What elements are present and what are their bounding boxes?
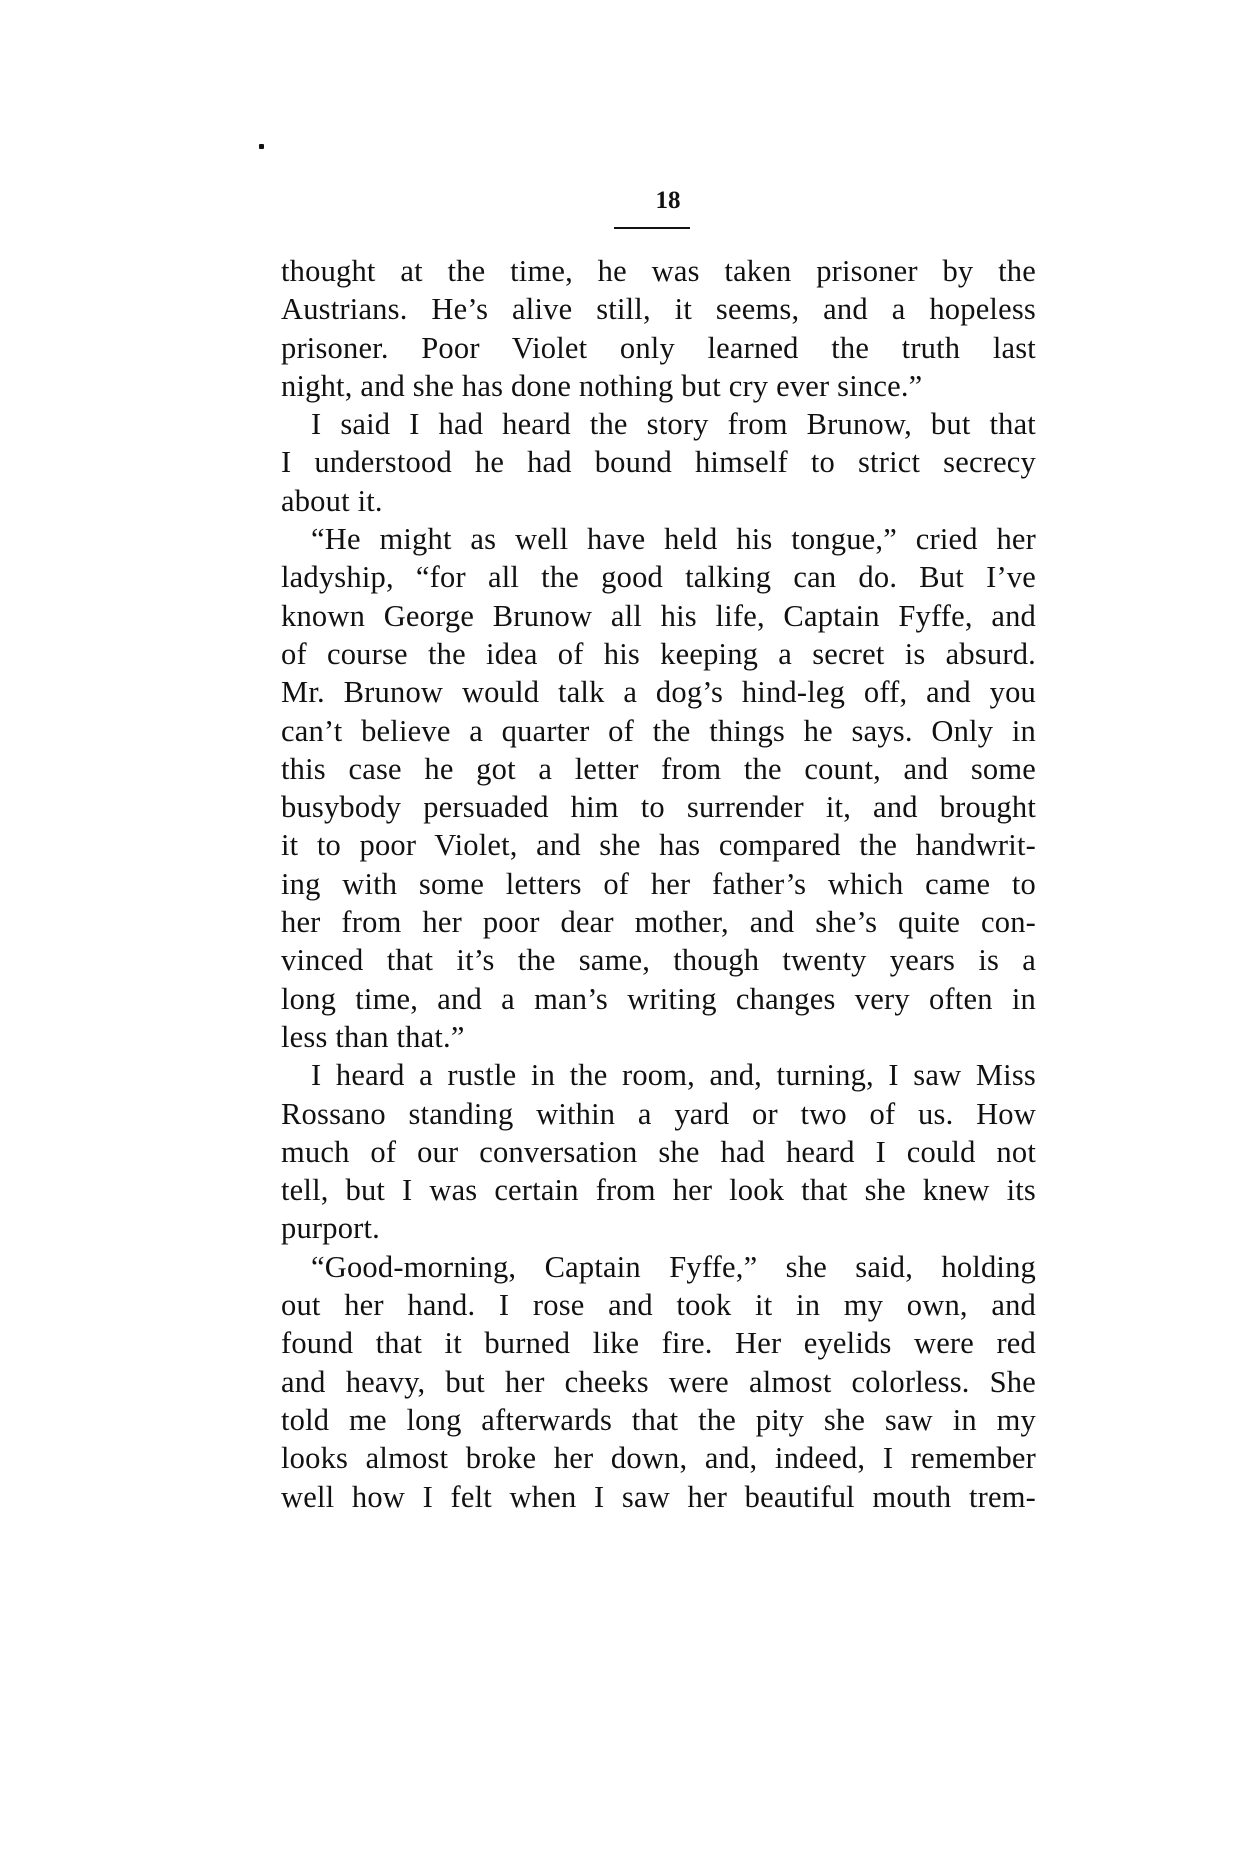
paragraph (281, 520, 1036, 1056)
text-line: less than that.” (281, 1019, 465, 1054)
text-line: I understood he had bound himself to strict secrecy (281, 445, 1036, 480)
text-line: night, and she has done nothing but cry ever since.” (281, 368, 923, 403)
text-line: known George Brunow all his life, Captain Fyffe, and (281, 598, 1036, 633)
text-line: Rossano standing within a yard or two of us. How (281, 1096, 1036, 1131)
text-line: ing with some letters of her father’s which came to (281, 866, 1036, 901)
text-line: much of our conversation she had heard I could not (281, 1134, 1036, 1169)
text-line: tell, but I was certain from her look that she knew its (281, 1173, 1036, 1208)
text-line: purport. (281, 1211, 381, 1246)
text-line: told me long afterwards that the pity she saw in my (281, 1402, 1036, 1437)
text-line: found that it burned like fire. Her eyelids were red (281, 1326, 1036, 1361)
text-line: ladyship, “for all the good talking can do. But I’ve (281, 560, 1036, 595)
text-body (281, 252, 1036, 1516)
text-line: this case he got a letter from the count, and some (281, 751, 1036, 786)
text-line: well how I felt when I saw her beautiful mouth trem- (281, 1479, 1036, 1514)
text-line: prisoner. Poor Violet only learned the truth last (281, 330, 1036, 365)
text-line: of course the idea of his keeping a secret is absurd. (281, 636, 1036, 671)
paragraph (281, 1248, 1036, 1516)
text-line: can’t believe a quarter of the things he says. Only in (281, 713, 1036, 748)
text-line: about it. (281, 483, 383, 518)
text-line: “Good-morning, Captain Fyffe,” she said, holding (311, 1249, 1036, 1284)
paragraph (281, 1056, 1036, 1247)
text-line: it to poor Violet, and she has compared the handwrit- (281, 828, 1036, 863)
text-line: “He might as well have held his tongue,” cried her (311, 522, 1036, 557)
text-line: Austrians. He’s alive still, it seems, and a hopeless (281, 292, 1036, 327)
paragraph (281, 252, 1036, 405)
print-speck (259, 144, 264, 149)
page-number-rule (614, 227, 690, 229)
text-line: out her hand. I rose and took it in my own, and (281, 1288, 1036, 1323)
paragraph (281, 405, 1036, 520)
text-line: I said I had heard the story from Brunow, but that (311, 407, 1036, 442)
text-line: and heavy, but her cheeks were almost colorless. She (281, 1364, 1036, 1399)
page-number: 18 (655, 187, 681, 214)
text-line: vinced that it’s the same, though twenty years is a (281, 943, 1036, 978)
text-line: long time, and a man’s writing changes very often in (281, 981, 1036, 1016)
text-line: looks almost broke her down, and, indeed, I remember (281, 1441, 1036, 1476)
text-line: Mr. Brunow would talk a dog’s hind-leg off, and you (281, 675, 1036, 710)
text-line: thought at the time, he was taken prisoner by the (281, 254, 1036, 288)
text-line: I heard a rustle in the room, and, turning, I saw Miss (311, 1058, 1036, 1093)
text-line: her from her poor dear mother, and she’s quite con- (281, 905, 1036, 940)
text-line: busybody persuaded him to surrender it, and brought (281, 790, 1036, 825)
